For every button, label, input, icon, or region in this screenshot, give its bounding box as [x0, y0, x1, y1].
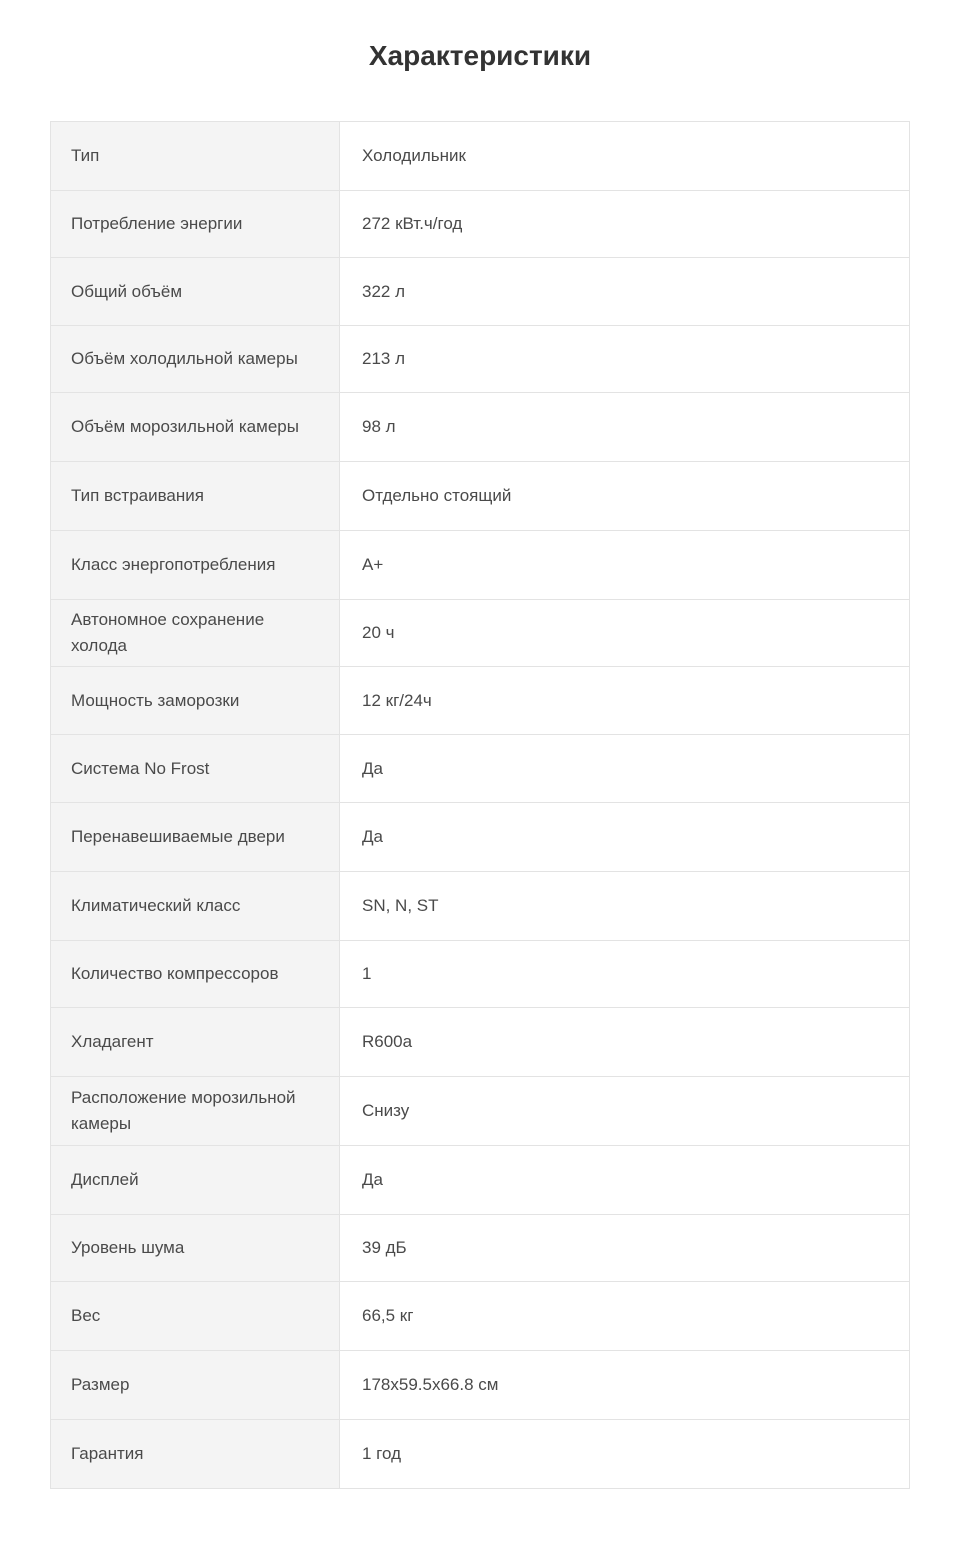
table-row	[51, 735, 910, 803]
spec-value: 322 л	[340, 258, 910, 326]
table-row	[51, 1077, 910, 1146]
spec-key: Автономное сохранение холода	[51, 600, 340, 667]
spec-value: 178x59.5x66.8 см	[340, 1351, 910, 1420]
table-row	[51, 872, 910, 941]
table-row	[51, 803, 910, 872]
spec-value: 12 кг/24ч	[340, 667, 910, 735]
spec-key: Класс энергопотребления	[51, 531, 340, 600]
spec-value: Да	[340, 1146, 910, 1215]
specs-table	[50, 121, 910, 1489]
table-row	[51, 462, 910, 531]
spec-value: 20 ч	[340, 600, 910, 667]
spec-value: SN, N, ST	[340, 872, 910, 941]
spec-key: Хладагент	[51, 1008, 340, 1077]
spec-key: Общий объём	[51, 258, 340, 326]
spec-value: 1 год	[340, 1420, 910, 1489]
spec-key: Тип встраивания	[51, 462, 340, 531]
spec-value: R600a	[340, 1008, 910, 1077]
spec-key: Объём морозильной камеры	[51, 393, 340, 462]
spec-value: 213 л	[340, 326, 910, 393]
spec-key: Система No Frost	[51, 735, 340, 803]
specs-table-body	[51, 122, 910, 1489]
table-row	[51, 393, 910, 462]
spec-key: Дисплей	[51, 1146, 340, 1215]
spec-value: 66,5 кг	[340, 1282, 910, 1351]
table-row	[51, 258, 910, 326]
spec-key: Климатический класс	[51, 872, 340, 941]
spec-key: Расположение морозильной камеры	[51, 1077, 340, 1146]
table-row	[51, 326, 910, 393]
spec-key: Мощность заморозки	[51, 667, 340, 735]
spec-value: 272 кВт.ч/год	[340, 191, 910, 258]
spec-key: Уровень шума	[51, 1215, 340, 1282]
spec-value: Да	[340, 735, 910, 803]
table-row	[51, 941, 910, 1008]
table-row	[51, 531, 910, 600]
table-row	[51, 122, 910, 191]
table-row	[51, 667, 910, 735]
spec-key: Гарантия	[51, 1420, 340, 1489]
table-row	[51, 1351, 910, 1420]
table-row	[51, 600, 910, 667]
table-row	[51, 1215, 910, 1282]
spec-key: Размер	[51, 1351, 340, 1420]
spec-key: Вес	[51, 1282, 340, 1351]
spec-key: Количество компрессоров	[51, 941, 340, 1008]
table-row	[51, 1282, 910, 1351]
spec-key: Перенавешиваемые двери	[51, 803, 340, 872]
spec-value: Холодильник	[340, 122, 910, 191]
table-row	[51, 1146, 910, 1215]
spec-value: A+	[340, 531, 910, 600]
spec-key: Объём холодильной камеры	[51, 326, 340, 393]
table-row	[51, 1008, 910, 1077]
spec-value: Снизу	[340, 1077, 910, 1146]
spec-value: 1	[340, 941, 910, 1008]
page-title: Характеристики	[368, 40, 592, 71]
spec-key: Потребление энергии	[51, 191, 340, 258]
table-row	[51, 191, 910, 258]
spec-value: 39 дБ	[340, 1215, 910, 1282]
spec-value: Да	[340, 803, 910, 872]
spec-value: 98 л	[340, 393, 910, 462]
spec-key: Тип	[51, 122, 340, 191]
spec-value: Отдельно стоящий	[340, 462, 910, 531]
table-row	[51, 1420, 910, 1489]
